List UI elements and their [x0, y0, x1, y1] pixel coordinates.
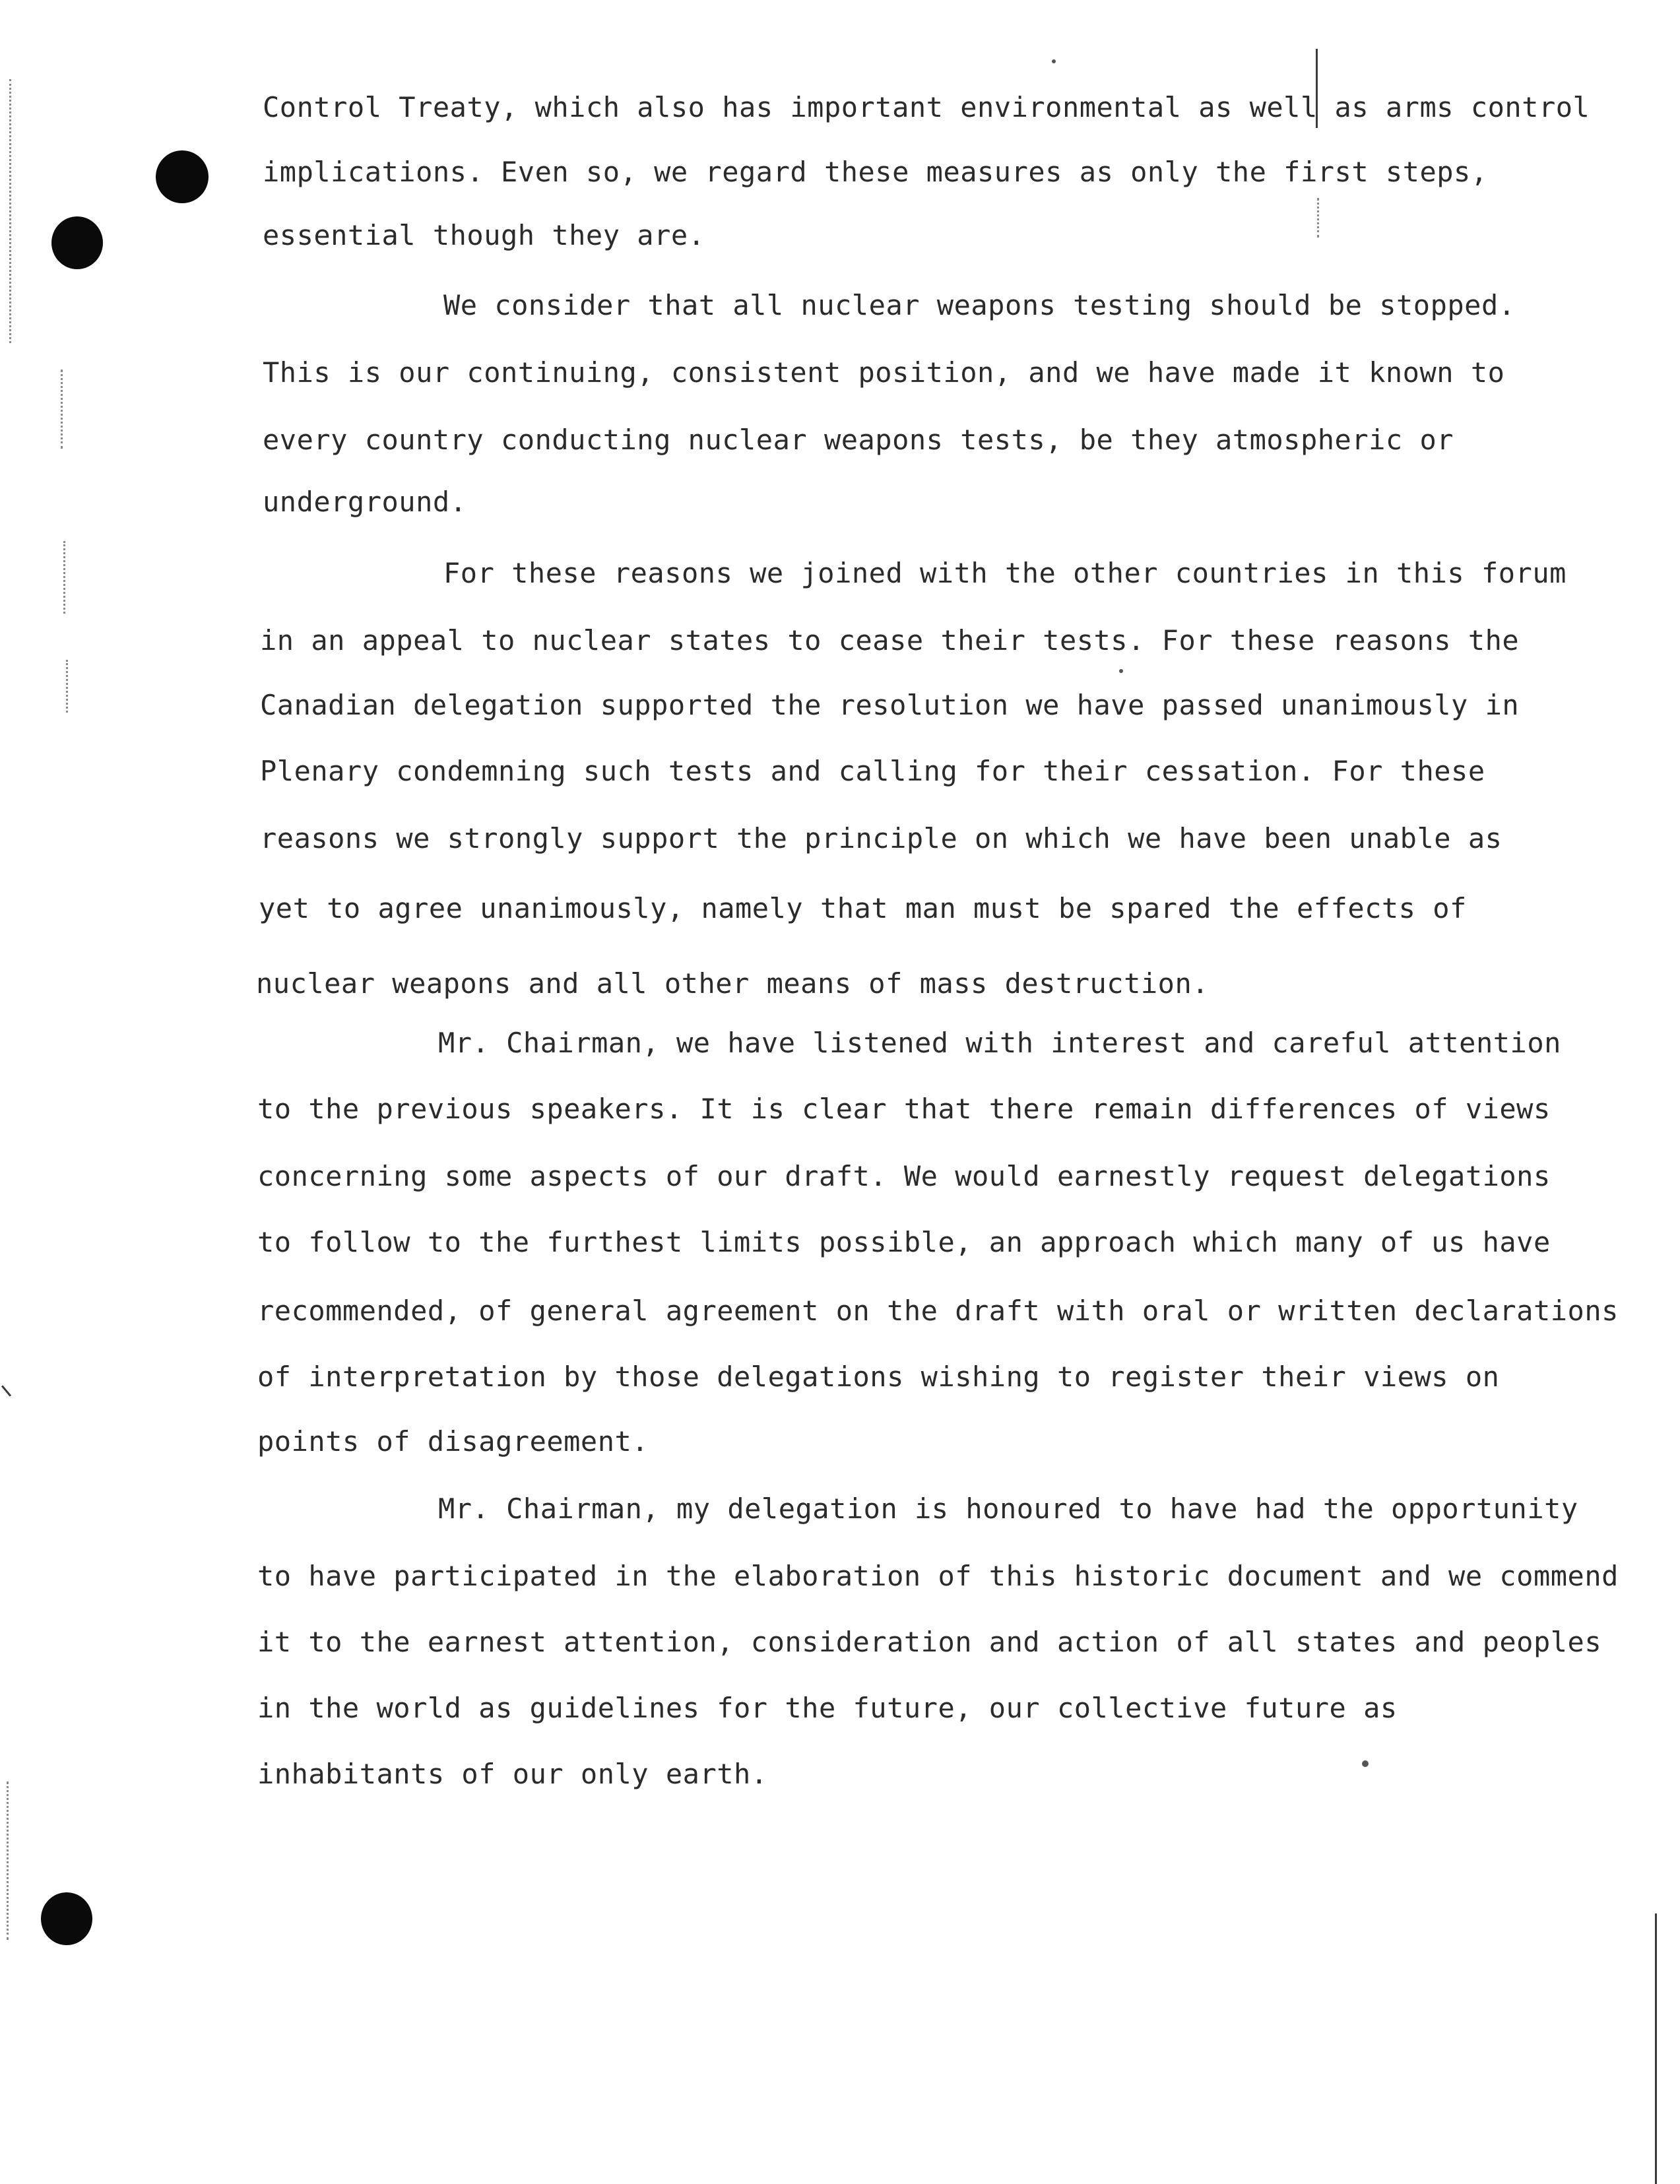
text-line: We consider that all nuclear weapons testing should be stopped. [443, 289, 1516, 321]
text-line: yet to agree unanimously, namely that man must be spared the effects of [259, 892, 1467, 924]
text-line: Mr. Chairman, my delegation is honoured to have had the opportunity [438, 1493, 1578, 1525]
text-line: recommended, of general agreement on the draft with oral or written declarations [257, 1295, 1619, 1327]
speck [1362, 1760, 1369, 1767]
margin-tick [1, 1385, 11, 1396]
speck [1119, 669, 1123, 673]
text-line: every country conducting nuclear weapons tests, be they atmospheric or [263, 424, 1454, 456]
text-line: in the world as guidelines for the future, our collective future as [257, 1692, 1398, 1724]
text-line: underground. [263, 486, 467, 518]
scan-edge-mark [7, 1782, 9, 1940]
text-line: For these reasons we joined with the other countries in this forum [443, 557, 1567, 589]
text-line: it to the earnest attention, consideration and action of all states and peoples [257, 1626, 1602, 1658]
text-line: concerning some aspects of our draft. We would earnestly request delegations [257, 1160, 1551, 1192]
text-line: This is our continuing, consistent position, and we have made it known to [263, 356, 1505, 389]
text-line: Plenary condemning such tests and calling for their cessation. For these [260, 755, 1485, 787]
text-line: nuclear weapons and all other means of mass destruction. [256, 967, 1210, 1000]
text-line: reasons we strongly support the principle on which we have been unable as [260, 822, 1502, 854]
scan-edge-mark [9, 79, 11, 343]
text-line: inhabitants of our only earth. [257, 1758, 768, 1790]
text-line: Mr. Chairman, we have listened with interest and careful attention [438, 1027, 1561, 1059]
right-page-edge [1655, 1913, 1657, 2184]
punch-hole-top [156, 150, 209, 203]
text-line: Canadian delegation supported the resolution we have passed unanimously in [260, 689, 1520, 721]
text-line: in an appeal to nuclear states to cease their tests. For these reasons the [260, 624, 1520, 657]
revision-bar-dotted [1317, 198, 1319, 238]
text-line: to the previous speakers. It is clear that there remain differences of views [257, 1093, 1551, 1125]
text-line: to have participated in the elaboration of this historic document and we commend [257, 1560, 1619, 1592]
scan-edge-mark [66, 660, 68, 713]
speck [1052, 59, 1056, 63]
text-line: essential though they are. [263, 219, 705, 251]
text-line: implications. Even so, we regard these measures as only the first steps, [263, 156, 1488, 188]
punch-hole-upper-left [51, 216, 103, 269]
scan-edge-mark [63, 541, 65, 614]
text-line: points of disagreement. [257, 1425, 649, 1458]
scan-edge-mark [61, 369, 63, 449]
text-line: Control Treaty, which also has important environmental as well as arms control [263, 91, 1590, 123]
punch-hole-bottom [41, 1892, 92, 1945]
text-line: to follow to the furthest limits possible, an approach which many of us have [257, 1226, 1551, 1258]
text-line: of interpretation by those delegations wishing to register their views on [257, 1361, 1500, 1393]
